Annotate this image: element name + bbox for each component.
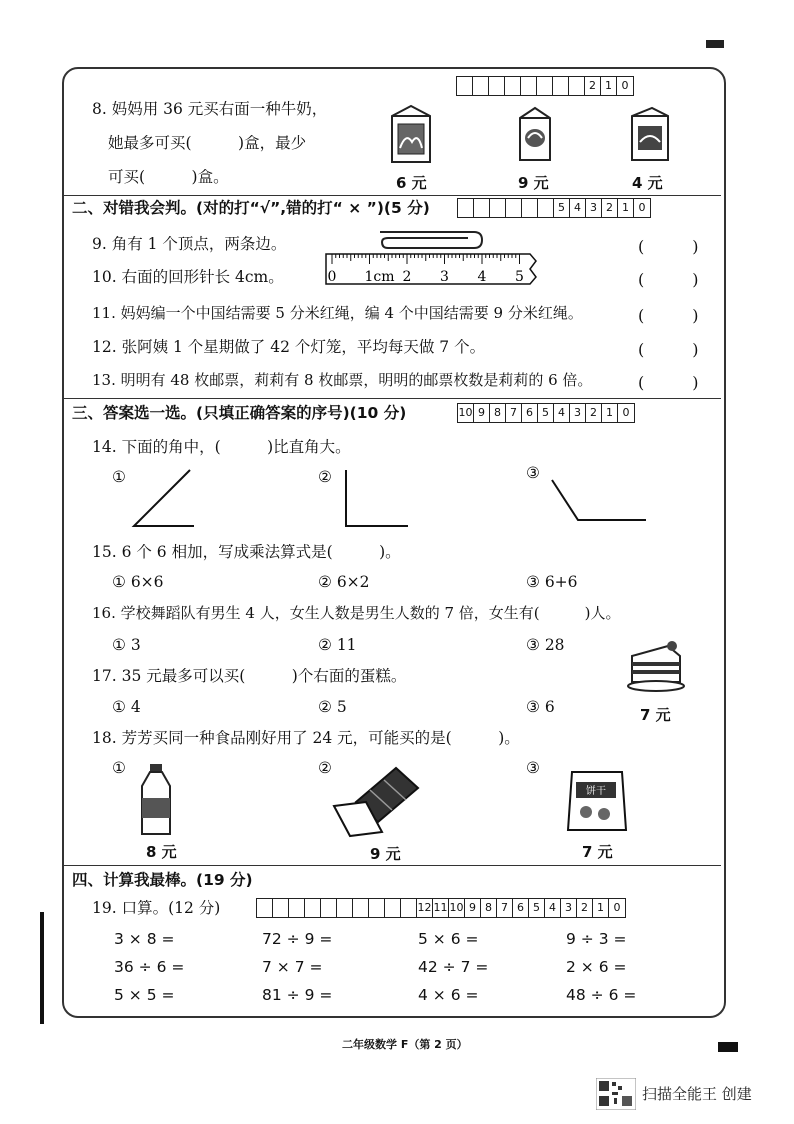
calc-r3-c4: 48 ÷ 6 = (566, 986, 637, 1004)
milk-carton-3-icon (626, 104, 672, 164)
question-13: 13. 明明有 48 枚邮票，莉莉有 8 枚邮票，明明的邮票枚数是莉莉的 6 倍。 (92, 371, 593, 389)
score-cell: 4 (570, 199, 586, 217)
score-cell: 5 (529, 899, 545, 917)
question-9: 9. 角有 1 个顶点，两条边。 (92, 235, 287, 253)
question-12: 12. 张阿姨 1 个星期做了 42 个灯笼，平均每天做 7 个。 (92, 338, 486, 356)
calc-r3-c3: 4 × 6 = (418, 986, 479, 1004)
calc-r2-c2: 7 × 7 = (262, 958, 323, 976)
score-cell (337, 899, 353, 917)
question-19-title: 19. 口算。(12 分) (92, 899, 221, 917)
score-cell (538, 199, 554, 217)
score-cell (353, 899, 369, 917)
calc-r2-c4: 2 × 6 = (566, 958, 627, 976)
score-cell: 6 (522, 404, 538, 422)
score-cell: 0 (638, 201, 646, 214)
margin-binding-line (40, 912, 44, 1024)
score-cell (458, 199, 474, 217)
score-cell (289, 899, 305, 917)
q17-option-1: ① 4 (112, 698, 141, 716)
calc-r1-c3: 5 × 6 = (418, 930, 479, 948)
chocolate-icon (326, 762, 422, 838)
corner-mark-bottom (718, 1042, 738, 1052)
ruler (324, 252, 538, 286)
score-cell (473, 77, 489, 95)
answer-blank-11[interactable]: ( ) (638, 306, 699, 325)
score-cell: 0 (613, 901, 621, 914)
question-8-line2: 她最多可买( )盒，最少 (108, 134, 307, 152)
score-cell: 3 (561, 899, 577, 917)
milk-carton-1-icon (386, 102, 436, 166)
score-cell: 3 (586, 199, 602, 217)
answer-blank-13[interactable]: ( ) (638, 373, 699, 392)
score-cell: 1 (593, 899, 609, 917)
question-10: 10. 右面的回形针长 4cm。 (92, 268, 284, 286)
score-cell (273, 899, 289, 917)
drink-bottle-icon (136, 762, 176, 838)
question-18: 18. 芳芳买同一种食品刚好用了 24 元，可能买的是( )。 (92, 729, 520, 747)
biscuit-label: 饼干 (586, 786, 606, 797)
score-cell: 2 (586, 404, 602, 422)
score-cell: 8 (481, 899, 497, 917)
ruler-label: 3 (440, 269, 449, 285)
q18-option-1-label: ① (112, 759, 126, 777)
calc-r1-c1: 3 × 8 = (114, 930, 175, 948)
q17-option-3: ③ 6 (526, 698, 555, 716)
question-15: 15. 6 个 6 相加，写成乘法算式是( )。 (92, 543, 401, 561)
score-cell (385, 899, 401, 917)
score-cell: 2 (585, 77, 601, 95)
q17-option-2: ② 5 (318, 698, 347, 716)
score-cell (506, 199, 522, 217)
q18-option-3-label: ③ (526, 759, 540, 777)
question-14: 14. 下面的角中，( )比直角大。 (92, 438, 351, 456)
score-box-sec3 (457, 403, 635, 423)
score-cell: 6 (513, 899, 529, 917)
score-cell: 10 (449, 899, 465, 917)
score-cell (490, 199, 506, 217)
score-cell: 2 (602, 199, 618, 217)
q16-option-2: ② 11 (318, 636, 357, 654)
milk-price-1: 6 元 (396, 174, 427, 192)
milk-price-2: 9 元 (518, 174, 549, 192)
section-divider-4 (64, 865, 721, 866)
score-cell (505, 77, 521, 95)
q14-option-1-label: ① (112, 468, 126, 486)
ruler-label: 4 (477, 269, 487, 285)
section-4-title: 四、计算我最棒。(19 分) (72, 871, 253, 889)
score-cell (474, 199, 490, 217)
score-cell (321, 899, 337, 917)
corner-mark-top (706, 40, 724, 48)
score-cell: 9 (474, 404, 490, 422)
section-divider-2 (64, 195, 721, 196)
watermark-text: 扫描全能王 创建 (642, 1085, 752, 1103)
acute-angle-icon (130, 468, 196, 530)
score-cell: 8 (490, 404, 506, 422)
score-cell: 12 (417, 899, 433, 917)
ruler-label: 0 (327, 269, 337, 285)
drink-price: 8 元 (146, 843, 177, 861)
score-box-q19 (256, 898, 626, 918)
score-cell (569, 77, 585, 95)
score-cell: 4 (545, 899, 561, 917)
score-cell: 0 (622, 406, 630, 419)
score-cell: 11 (433, 899, 449, 917)
q15-option-3: ③ 6+6 (526, 573, 578, 591)
score-cell (553, 77, 569, 95)
q16-option-1: ① 3 (112, 636, 141, 654)
question-8-line1: 8. 妈妈用 36 元买右面一种牛奶， (92, 100, 328, 118)
score-cell (489, 77, 505, 95)
ruler-label: 5 (515, 269, 524, 285)
obtuse-angle-icon (548, 478, 648, 524)
score-cell: 10 (458, 404, 474, 422)
score-cell (537, 77, 553, 95)
calc-r1-c2: 72 ÷ 9 = (262, 930, 333, 948)
score-box-sec2 (457, 198, 651, 218)
calc-r2-c3: 42 ÷ 7 = (418, 958, 489, 976)
answer-blank-9[interactable]: ( ) (638, 237, 699, 256)
q18-option-2-label: ② (318, 759, 332, 777)
chocolate-price: 9 元 (370, 845, 401, 863)
calc-r3-c2: 81 ÷ 9 = (262, 986, 333, 1004)
score-cell: 1 (601, 77, 617, 95)
biscuit-price: 7 元 (582, 843, 613, 861)
score-cell: 9 (465, 899, 481, 917)
calc-r3-c1: 5 × 5 = (114, 986, 175, 1004)
cake-price: 7 元 (640, 706, 671, 724)
calc-r2-c1: 36 ÷ 6 = (114, 958, 185, 976)
score-cell: 1 (602, 404, 618, 422)
section-3-title: 三、答案选一选。(只填正确答案的序号)(10 分) (72, 404, 407, 422)
ruler-label: 1cm (364, 269, 395, 285)
score-box-q8 (456, 76, 634, 96)
question-8-line3: 可买( )盒。 (108, 168, 229, 186)
score-cell (401, 899, 417, 917)
q15-option-1: ① 6×6 (112, 573, 164, 591)
score-cell (369, 899, 385, 917)
question-11: 11. 妈妈编一个中国结需要 5 分米红绳，编 4 个中国结需要 9 分米红绳。 (92, 304, 583, 322)
qr-code-icon (596, 1078, 636, 1110)
right-angle-icon (340, 468, 410, 530)
score-cell: 2 (577, 899, 593, 917)
milk-carton-2-icon (512, 104, 558, 164)
score-cell: 4 (554, 404, 570, 422)
calc-r1-c4: 9 ÷ 3 = (566, 930, 627, 948)
section-2-title: 二、对错我会判。(对的打“√”,错的打“ × ”)(5 分) (72, 199, 430, 217)
answer-blank-10[interactable]: ( ) (638, 270, 699, 289)
score-cell: 3 (570, 404, 586, 422)
ruler-label: 2 (402, 269, 412, 285)
q14-option-2-label: ② (318, 468, 332, 486)
biscuit-bag-icon (564, 764, 630, 836)
section-divider-3 (64, 398, 721, 399)
q15-option-2: ② 6×2 (318, 573, 370, 591)
milk-price-3: 4 元 (632, 174, 663, 192)
score-cell (522, 199, 538, 217)
score-cell (257, 899, 273, 917)
cake-icon (624, 636, 686, 694)
page-footer: 二年级数学 F（第 2 页） (342, 1038, 468, 1051)
score-cell: 5 (538, 404, 554, 422)
question-16: 16. 学校舞蹈队有男生 4 人，女生人数是男生人数的 7 倍，女生有( )人。 (92, 604, 621, 622)
score-cell (521, 77, 537, 95)
q16-option-3: ③ 28 (526, 636, 565, 654)
score-cell: 7 (506, 404, 522, 422)
q14-option-3-label: ③ (526, 464, 540, 482)
question-17: 17. 35 元最多可以买( )个右面的蛋糕。 (92, 667, 407, 685)
score-cell: 5 (554, 199, 570, 217)
score-cell (457, 77, 473, 95)
score-cell: 7 (497, 899, 513, 917)
ruler-body (326, 254, 536, 284)
score-cell: 1 (618, 199, 634, 217)
score-cell (305, 899, 321, 917)
answer-blank-12[interactable]: ( ) (638, 340, 699, 359)
score-cell: 0 (621, 79, 629, 92)
